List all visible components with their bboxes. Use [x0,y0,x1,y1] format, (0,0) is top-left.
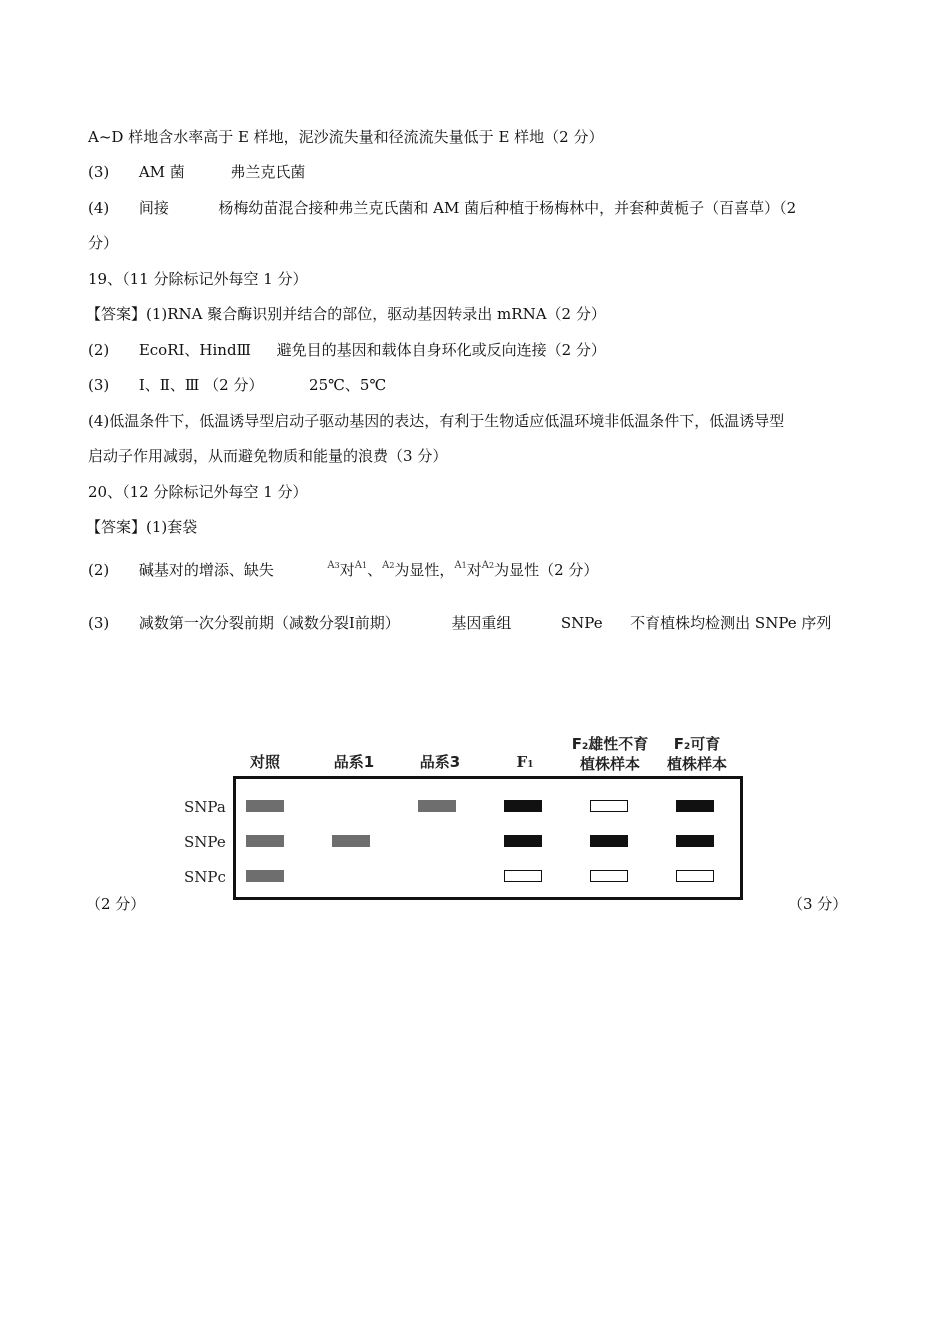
answer-recombination: 基因重组 [451,614,512,632]
col-header-control: 对照 [249,753,280,771]
gel-band [504,870,542,882]
line-text: (1)套袋 [146,518,198,536]
score-right: （3 分） [788,895,848,913]
text-dui: 对 [339,561,355,579]
answer-mutation: 碱基对的增添、缺失 [138,561,274,579]
text-line-4 [88,233,118,253]
text-sep: 、 [367,561,383,579]
text-end: 为显性（2 分） [494,561,599,579]
gene-a3: A3 [327,560,340,571]
text-line-3 [88,198,796,218]
gel-band [332,835,370,847]
answer-meiosis: 减数第一次分裂前期（减数分裂Ⅰ前期） [138,614,400,632]
text-xian: 为显性， [394,561,455,579]
answer-detection: 不育植株均检测出 SNPe 序列 [630,614,832,632]
row-label-snpc: SNPc [184,868,226,886]
gel-box [233,776,743,900]
line-text: 分） [88,234,119,252]
col-header-f1: F1 [516,753,534,771]
gene-a1-second: A1 [454,560,467,571]
answer-reason: 避免目的基因和载体自身环化或反向连接（2 分） [276,341,606,359]
gel-figure [180,730,750,910]
answer-frankia: 弗兰克氏菌 [230,163,306,181]
gel-band [676,800,714,812]
text-line-10 [88,446,447,466]
gene-a2-second: A2 [481,560,495,571]
line-text: 20、（12 分除标记外每空 1 分） [88,483,308,501]
answer-label: 【答案】 [86,305,147,323]
text-line-9 [88,411,784,431]
line-text: 19、（11 分除标记外每空 1 分） [88,270,308,288]
gene-a1: A1 [354,560,368,571]
item-number: (2) [88,341,110,359]
col-header-line1: 品系1 [333,753,375,771]
row-label-snpe: SNPe [184,833,226,851]
text-line-13 [88,560,598,583]
gel-band [246,800,284,812]
text-line-7 [88,340,606,360]
item-number: (3) [88,376,110,394]
gel-band [504,835,542,847]
item-number: (2) [88,561,110,579]
gel-band [676,835,714,847]
gel-band [590,835,628,847]
answer-planting: 杨梅幼苗混合接种弗兰克氏菌和 AM 菌后种植于杨梅林中，并套种黄栀子（百喜草）（2 [218,199,797,217]
answer-roman: Ⅰ、Ⅱ、Ⅲ （2 分） [138,376,264,394]
text-line-8 [88,375,386,395]
gel-band [418,800,456,812]
line-text: (4)低温条件下，低温诱导型启动子驱动基因的表达，有利于生物适应低温环境非低温条件下，低温诱导型 [88,412,785,430]
answer-snpe: SNPe [560,614,603,632]
gel-band [590,800,628,812]
gel-band [676,870,714,882]
item-number: (4) [88,199,110,217]
question-19-header [88,269,308,289]
item-number: (3) [88,614,110,632]
item-number: (3) [88,163,110,181]
text-line-2 [88,162,305,182]
text-line-14 [88,613,831,633]
answer-indirect: 间接 [138,199,169,217]
text-line-1 [88,127,603,147]
answer-temperature: 25℃、5℃ [309,376,387,394]
line-text: A~D 样地含水率高于 E 样地，泥沙流失量和径流流失量低于 E 样地（2 分） [88,128,604,146]
question-20-header [88,482,308,502]
col-header-f2-fertile: F2可育 植株样本 [666,735,727,773]
gel-band [246,835,284,847]
text-line-6 [86,304,606,324]
score-left: （2 分） [86,895,146,913]
col-header-line3: 品系3 [419,753,461,771]
gel-band [246,870,284,882]
text-dui-2: 对 [466,561,482,579]
answer-am: AM 菌 [138,163,185,181]
answer-label: 【答案】 [86,518,147,536]
line-text: (1)RNA 聚合酶识别并结合的部位，驱动基因转录出 mRNA（2 分） [146,305,606,323]
gel-band [504,800,542,812]
text-line-12 [86,517,197,537]
gel-band [590,870,628,882]
answer-enzymes: EcoRI、HindⅢ [138,341,252,359]
gene-a2: A2 [382,560,395,571]
line-text: 启动子作用减弱，从而避免物质和能量的浪费（3 分） [88,447,448,465]
col-header-f2-sterile: F2雄性不育 植株样本 [571,735,649,773]
row-label-snpa: SNPa [184,798,226,816]
